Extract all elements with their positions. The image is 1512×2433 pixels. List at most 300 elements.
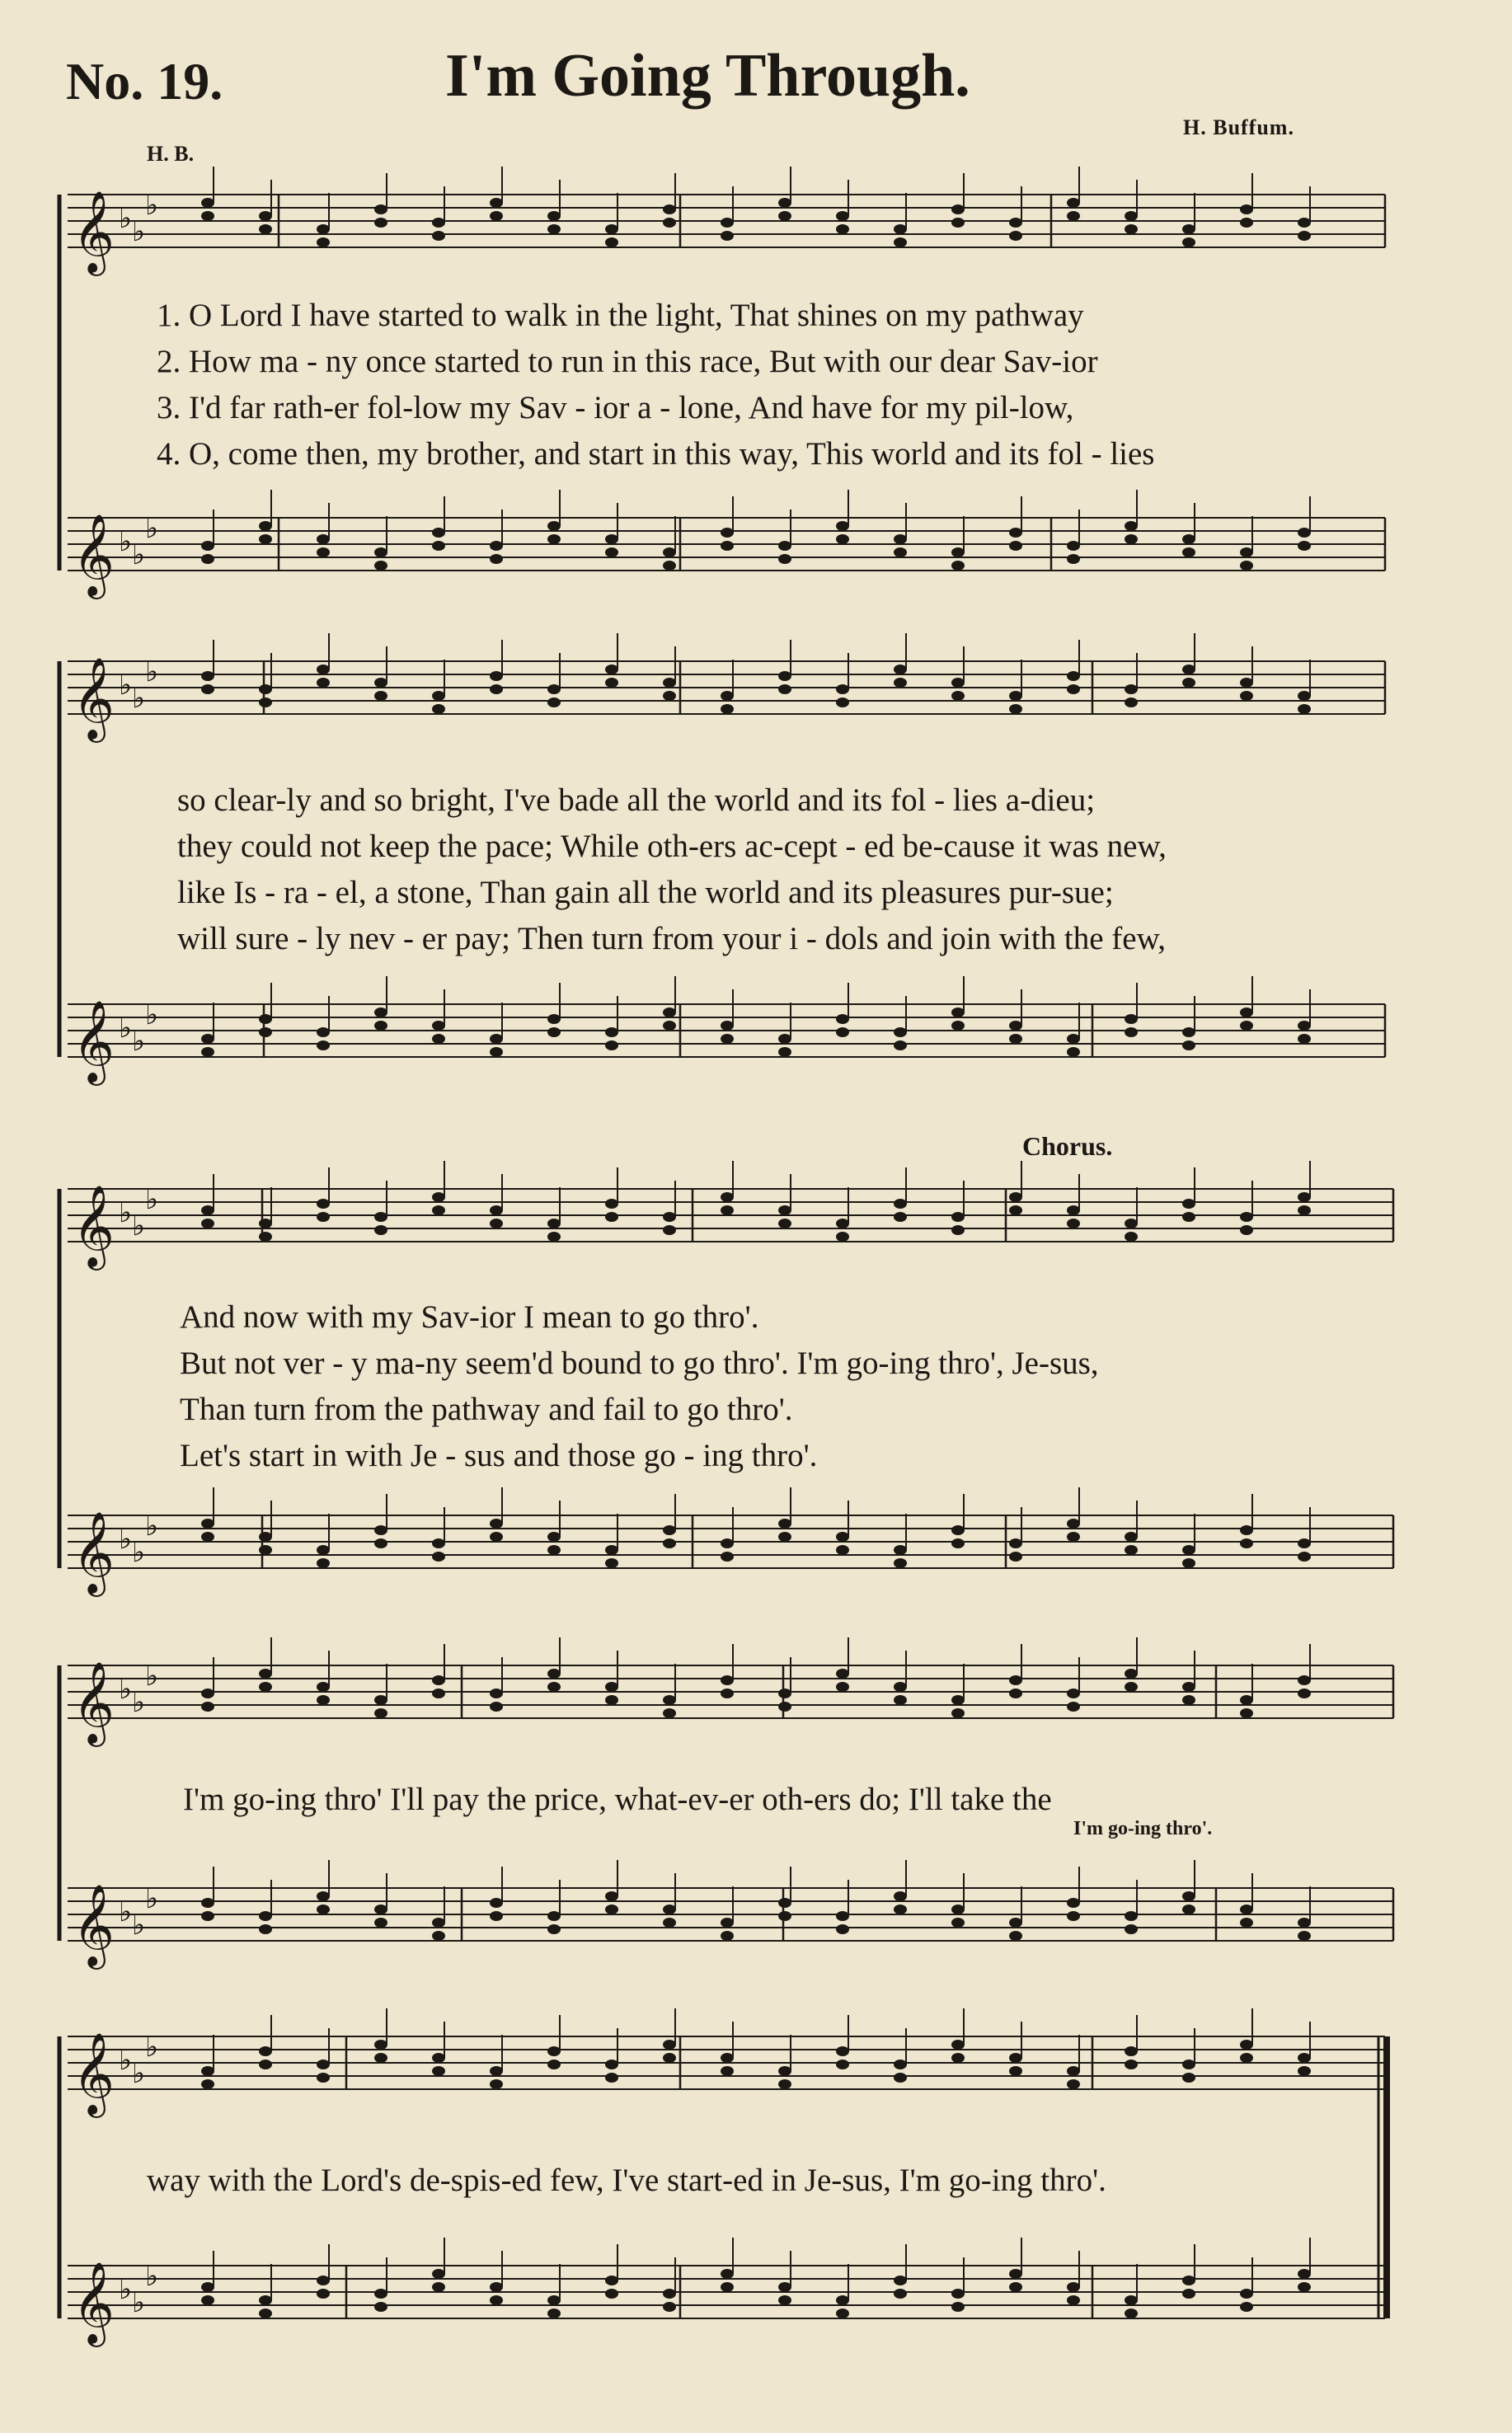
note-head (432, 541, 445, 551)
lyric-line-verse4-part1: 4. O, come then, my brother, and start in this way, This world and its fol - lies (157, 436, 1155, 472)
note-head (1125, 697, 1138, 707)
note-head (490, 1689, 503, 1698)
note-head (317, 224, 330, 234)
note-head (374, 678, 387, 688)
note-head (1298, 1552, 1311, 1562)
note-head (894, 1545, 907, 1555)
note-head (490, 1702, 503, 1712)
note-head (894, 2276, 907, 2285)
note-head (836, 2046, 849, 2056)
note-head (663, 1695, 676, 1705)
note-head (374, 1525, 387, 1535)
hymn-number: No. 19. (66, 52, 223, 110)
note-head (1125, 521, 1138, 531)
note-head (778, 2282, 791, 2292)
note-head (1182, 224, 1195, 234)
note-head (1125, 1532, 1138, 1542)
note-head (605, 2276, 618, 2285)
note-head (836, 697, 849, 707)
note-head (201, 1205, 214, 1215)
note-head (374, 218, 387, 228)
note-head (259, 211, 272, 221)
treble-clef-icon: 𝄞 (73, 1884, 115, 1966)
note-head (1240, 1021, 1253, 1031)
note-head (1067, 1034, 1080, 1044)
note-head (1009, 1538, 1022, 1548)
lyric-line-verse4-part3: Let's start in with Je - sus and those go - ing thro'. (180, 1438, 818, 1473)
note-head (894, 1682, 907, 1692)
note-head (432, 2066, 445, 2076)
note-head (721, 1689, 734, 1698)
note-head (547, 211, 561, 221)
note-head (201, 2295, 214, 2305)
note-head (317, 547, 330, 557)
note-head (201, 1047, 214, 1057)
note-head (374, 2302, 387, 2312)
note-head (663, 1905, 676, 1914)
note-head (1009, 1675, 1022, 1685)
note-head (1182, 678, 1195, 688)
note-head (1125, 1232, 1138, 1242)
note-head (1298, 2066, 1311, 2076)
note-head (894, 534, 907, 544)
author-credit: H. B. (147, 142, 195, 166)
lyric-line-chorus-part2: way with the Lord's de-spis-ed few, I've start-ed in Je-sus, I'm go-ing thro'. (147, 2163, 1106, 2198)
note-head (547, 1232, 561, 1242)
note-head (1240, 547, 1253, 557)
treble-clef-icon: 𝄞 (73, 190, 115, 273)
note-head (894, 1027, 907, 1037)
note-head (1182, 1199, 1195, 1209)
note-head (721, 541, 734, 551)
note-head (1182, 1905, 1195, 1914)
note-head (259, 1014, 272, 1024)
note-head (1298, 1538, 1311, 1548)
note-head (547, 224, 561, 234)
note-head (721, 704, 734, 714)
note-head (547, 1911, 561, 1921)
note-head (374, 1225, 387, 1235)
flat-icon: ♭ (119, 525, 133, 558)
flat-icon: ♭ (119, 1012, 133, 1045)
note-head (201, 684, 214, 694)
note-head (317, 1891, 330, 1901)
note-head (1067, 684, 1080, 694)
note-head (951, 204, 965, 214)
note-head (374, 547, 387, 557)
flat-icon: ♭ (132, 2286, 146, 2319)
note-head (663, 1525, 676, 1535)
note-head (1182, 1545, 1195, 1555)
note-head (1298, 704, 1311, 714)
note-head (721, 1021, 734, 1031)
note-head (1067, 554, 1080, 564)
note-head (1009, 691, 1022, 701)
note-head (721, 2269, 734, 2279)
note-head (259, 1911, 272, 1921)
note-head (836, 1027, 849, 1037)
note-head (778, 684, 791, 694)
note-head (663, 1918, 676, 1928)
note-head (605, 1199, 618, 1209)
note-head (605, 665, 618, 674)
note-head (201, 1689, 214, 1698)
note-head (778, 198, 791, 208)
note-head (432, 1918, 445, 1928)
note-head (1125, 2060, 1138, 2069)
note-head (605, 237, 618, 247)
treble-clef-icon: 𝄞 (73, 1511, 115, 1594)
note-head (605, 1891, 618, 1901)
note-head (1182, 1558, 1195, 1568)
flat-icon: ♭ (132, 2057, 146, 2090)
note-head (1240, 678, 1253, 688)
note-head (1125, 224, 1138, 234)
note-head (1298, 541, 1311, 551)
note-head (836, 1532, 849, 1542)
note-head (432, 2269, 445, 2279)
note-head (663, 691, 676, 701)
note-head (836, 2309, 849, 2318)
note-head (951, 1538, 965, 1548)
note-head (317, 1695, 330, 1705)
note-head (547, 1669, 561, 1679)
note-head (663, 2289, 676, 2299)
note-head (1240, 1212, 1253, 1222)
note-head (1125, 2046, 1138, 2056)
note-head (1240, 1538, 1253, 1548)
note-head (1009, 1689, 1022, 1698)
note-head (201, 198, 214, 208)
note-head (1240, 1708, 1253, 1718)
note-head (490, 1898, 503, 1908)
note-head (1182, 1027, 1195, 1037)
note-head (721, 2053, 734, 2063)
note-head (547, 1682, 561, 1692)
note-head (1240, 2040, 1253, 2050)
note-head (663, 1007, 676, 1017)
note-head (951, 691, 965, 701)
note-head (1298, 2269, 1311, 2279)
note-head (490, 1047, 503, 1057)
flat-icon: ♭ (145, 2031, 159, 2064)
flat-icon: ♭ (119, 1196, 133, 1229)
note-head (547, 2309, 561, 2318)
note-head (663, 2040, 676, 2050)
staff-2 (68, 633, 1385, 743)
flat-icon: ♭ (132, 538, 146, 571)
staff-3 (68, 976, 1385, 1086)
note-head (1182, 665, 1195, 674)
flat-icon: ♭ (145, 1660, 159, 1693)
note-head (1009, 1034, 1022, 1044)
note-head (778, 2066, 791, 2076)
note-head (836, 1669, 849, 1679)
note-head (490, 671, 503, 681)
note-head (836, 684, 849, 694)
note-head (490, 2079, 503, 2089)
note-head (1240, 1225, 1253, 1235)
note-head (201, 211, 214, 221)
note-head (721, 1931, 734, 1941)
note-head (1009, 1918, 1022, 1928)
note-head (605, 1040, 618, 1050)
note-head (951, 1905, 965, 1914)
note-head (259, 2060, 272, 2069)
note-head (721, 218, 734, 228)
note-head (490, 1219, 503, 1228)
note-head (836, 2060, 849, 2069)
note-head (317, 1027, 330, 1037)
note-head (432, 1538, 445, 1548)
staff-4 (68, 1161, 1393, 1271)
note-head (317, 2060, 330, 2069)
note-head (1240, 1007, 1253, 1017)
flat-icon: ♭ (145, 2260, 159, 2293)
note-head (201, 554, 214, 564)
note-head (259, 1532, 272, 1542)
note-head (547, 1014, 561, 1024)
note-head (721, 2066, 734, 2076)
note-head (1182, 1891, 1195, 1901)
note-head (605, 1545, 618, 1555)
note-head (663, 2053, 676, 2063)
note-head (547, 534, 561, 544)
note-head (1182, 1695, 1195, 1705)
treble-clef-icon: 𝄞 (73, 514, 115, 596)
note-head (951, 561, 965, 571)
lyric-line-verse1-part1: 1. O Lord I have started to walk in the light, That shines on my pathway (157, 298, 1084, 333)
note-head (605, 678, 618, 688)
flat-icon: ♭ (132, 1909, 146, 1942)
note-head (778, 1532, 791, 1542)
note-head (1125, 534, 1138, 544)
note-head (1067, 1205, 1080, 1215)
flat-icon: ♭ (119, 2044, 133, 2077)
note-head (721, 1205, 734, 1215)
flat-icon: ♭ (132, 1209, 146, 1242)
note-head (1298, 1675, 1311, 1685)
lyric-line-verse3-part1: 3. I'd far rath-er fol-low my Sav - ior a - lone, And have for my pil-low, (157, 390, 1074, 425)
note-head (605, 224, 618, 234)
note-head (317, 1905, 330, 1914)
note-head (1182, 1040, 1195, 1050)
flat-icon: ♭ (132, 215, 146, 248)
note-head (547, 2295, 561, 2305)
note-head (1067, 671, 1080, 681)
note-head (1298, 231, 1311, 241)
note-head (951, 1525, 965, 1535)
flat-icon: ♭ (132, 1686, 146, 1719)
flat-icon: ♭ (119, 1523, 133, 1556)
lyric-line-verse3-part2: like Is - ra - el, a stone, Than gain all the world and its pleasures pur-sue; (177, 875, 1114, 910)
note-head (951, 2302, 965, 2312)
note-head (374, 1212, 387, 1222)
note-head (374, 691, 387, 701)
note-head (547, 1027, 561, 1037)
note-head (1182, 2289, 1195, 2299)
note-head (951, 1225, 965, 1235)
note-head (894, 2060, 907, 2069)
note-head (1182, 2276, 1195, 2285)
note-head (1240, 1905, 1253, 1914)
note-head (721, 1034, 734, 1044)
lyric-line-verse2-part2: they could not keep the pace; While oth-ers ac-cept - ed be-cause it was new, (177, 829, 1167, 864)
flat-icon: ♭ (145, 189, 159, 222)
note-head (1298, 1931, 1311, 1941)
note-head (259, 1669, 272, 1679)
note-head (721, 231, 734, 241)
note-head (547, 1532, 561, 1542)
note-head (836, 1924, 849, 1934)
note-head (778, 2295, 791, 2305)
flat-icon: ♭ (145, 655, 159, 688)
staff-5 (68, 1487, 1393, 1597)
note-head (374, 204, 387, 214)
note-head (432, 218, 445, 228)
note-head (547, 1219, 561, 1228)
note-head (836, 1911, 849, 1921)
note-head (432, 528, 445, 538)
note-head (1182, 237, 1195, 247)
note-head (374, 1918, 387, 1928)
note-head (778, 1911, 791, 1921)
note-head (1009, 1205, 1022, 1215)
treble-clef-icon: 𝄞 (73, 2262, 115, 2344)
lyric-line-verse1-part2: so clear-ly and so bright, I've bade all the world and its fol - lies a-dieu; (177, 782, 1096, 818)
note-head (605, 1558, 618, 1568)
note-head (951, 2289, 965, 2299)
note-head (1240, 204, 1253, 214)
note-head (432, 2053, 445, 2063)
note-head (1009, 2066, 1022, 2076)
note-head (490, 684, 503, 694)
note-head (1067, 541, 1080, 551)
staff-1 (68, 490, 1385, 599)
note-head (259, 1545, 272, 1555)
note-head (663, 1212, 676, 1222)
note-head (836, 211, 849, 221)
note-head (432, 1552, 445, 1562)
flat-icon: ♭ (145, 1183, 159, 1216)
note-head (201, 2079, 214, 2089)
note-head (894, 665, 907, 674)
note-head (951, 1021, 965, 1031)
note-head (317, 678, 330, 688)
note-head (259, 1219, 272, 1228)
note-head (1182, 2073, 1195, 2083)
treble-clef-icon: 𝄞 (73, 657, 115, 740)
note-head (836, 2295, 849, 2305)
note-head (1067, 198, 1080, 208)
note-head (432, 231, 445, 241)
note-head (1298, 691, 1311, 701)
note-head (317, 1199, 330, 1209)
treble-clef-icon: 𝄞 (73, 1185, 115, 1267)
note-head (1298, 1192, 1311, 1202)
note-head (1067, 1911, 1080, 1921)
note-head (894, 1212, 907, 1222)
note-head (490, 2066, 503, 2076)
note-head (1298, 218, 1311, 228)
note-head (778, 671, 791, 681)
note-head (1009, 1552, 1022, 1562)
note-head (259, 1232, 272, 1242)
note-head (432, 1021, 445, 1031)
note-head (1298, 1034, 1311, 1044)
note-head (1009, 704, 1022, 714)
note-head (490, 1205, 503, 1215)
note-head (663, 1021, 676, 1031)
note-head (721, 1675, 734, 1685)
note-head (374, 2040, 387, 2050)
note-head (374, 1905, 387, 1914)
staff-0 (68, 167, 1385, 276)
note-head (778, 1034, 791, 1044)
note-head (490, 1532, 503, 1542)
note-head (490, 1911, 503, 1921)
note-head (201, 1219, 214, 1228)
flat-icon: ♭ (132, 1536, 146, 1569)
note-head (605, 1212, 618, 1222)
cue-text: I'm go-ing thro'. (1073, 1818, 1213, 1839)
staff-9 (68, 2238, 1385, 2347)
note-head (894, 224, 907, 234)
note-head (1240, 2289, 1253, 2299)
note-head (1067, 2066, 1080, 2076)
note-head (1240, 561, 1253, 571)
note-head (605, 1695, 618, 1705)
note-head (1182, 534, 1195, 544)
note-head (259, 697, 272, 707)
lyric-line-verse1-part3: And now with my Sav-ior I mean to go thro'. (180, 1299, 759, 1335)
note-head (259, 2046, 272, 2056)
note-head (1009, 218, 1022, 228)
note-head (317, 2073, 330, 2083)
flat-icon: ♭ (145, 512, 159, 545)
note-head (259, 1924, 272, 1934)
treble-clef-icon: 𝄞 (73, 1661, 115, 1744)
note-head (778, 1519, 791, 1529)
note-head (1125, 1545, 1138, 1555)
note-head (778, 1702, 791, 1712)
note-head (951, 1212, 965, 1222)
flat-icon: ♭ (119, 1895, 133, 1928)
note-head (432, 1192, 445, 1202)
note-head (951, 2040, 965, 2050)
note-head (778, 1219, 791, 1228)
note-head (721, 1538, 734, 1548)
note-head (1240, 1695, 1253, 1705)
note-head (374, 1021, 387, 1031)
note-head (201, 1898, 214, 1908)
note-head (547, 684, 561, 694)
note-head (1067, 1898, 1080, 1908)
note-head (1067, 1519, 1080, 1529)
staff-7 (68, 1860, 1393, 1970)
note-head (201, 1911, 214, 1921)
note-head (1298, 1205, 1311, 1215)
note-head (605, 1682, 618, 1692)
note-head (951, 1007, 965, 1017)
note-head (1125, 2309, 1138, 2318)
note-head (317, 534, 330, 544)
note-head (490, 2282, 503, 2292)
note-head (259, 1027, 272, 1037)
note-head (432, 1931, 445, 1941)
note-head (1009, 2269, 1022, 2279)
note-head (490, 211, 503, 221)
